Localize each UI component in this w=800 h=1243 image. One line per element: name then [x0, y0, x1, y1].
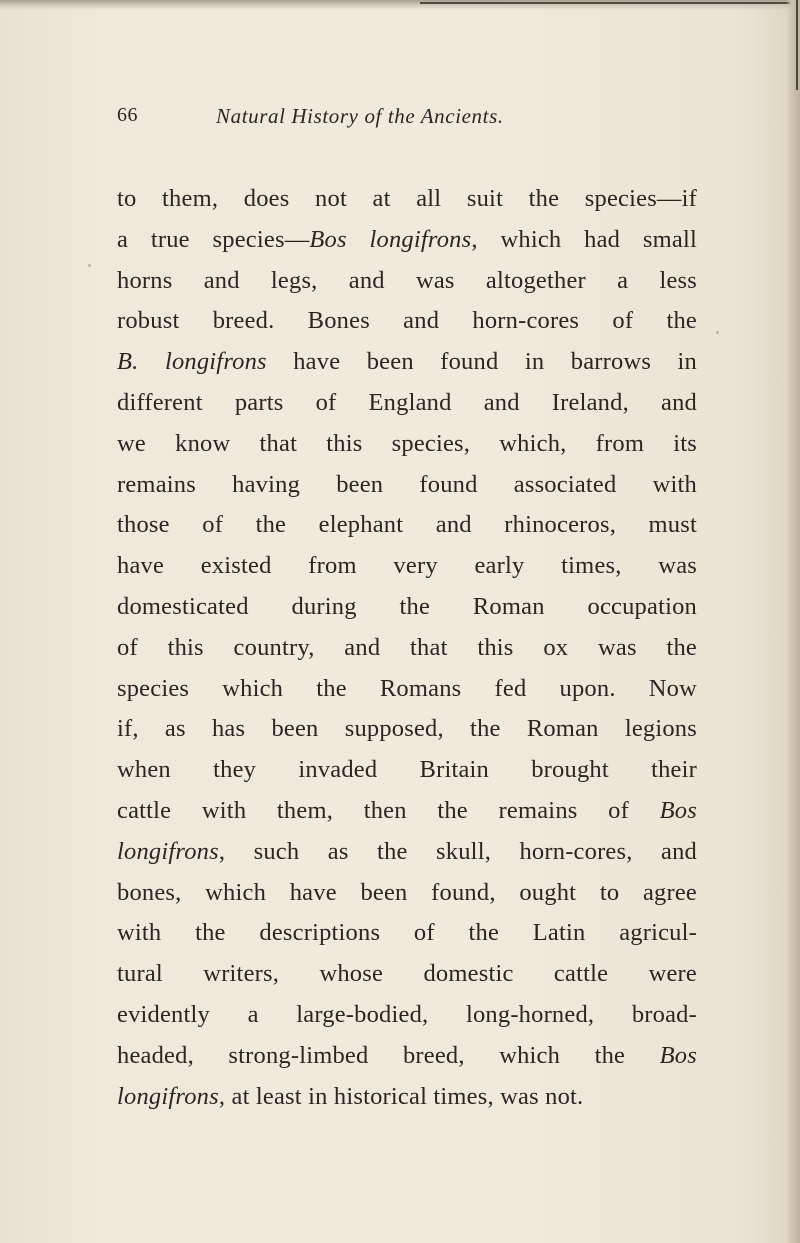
text-line	[117, 505, 697, 546]
text-run: domesticated during the Roman occupation	[117, 592, 697, 620]
text-line	[117, 873, 697, 914]
page-top-edge-line	[420, 2, 800, 4]
text-run: those of the elephant and rhinoceros, must	[117, 511, 697, 539]
text-line	[117, 261, 697, 302]
text-line	[117, 1036, 697, 1077]
text-run: robust breed. Bones and horn-cores of the	[117, 307, 697, 335]
text-line	[117, 342, 697, 383]
text-line	[117, 913, 697, 954]
text-run: , which had small	[471, 225, 697, 253]
text-run: if, as has been supposed, the Roman legions	[117, 715, 697, 743]
running-title: Natural History of the Ancients.	[216, 104, 504, 128]
text-line	[117, 628, 697, 669]
text-line	[117, 383, 697, 424]
paper-speck	[88, 264, 91, 267]
text-run: headed, strong-limbed breed, which the	[117, 1041, 660, 1069]
text-run: to them, does not at all suit the species—if	[117, 185, 697, 212]
italic-species-name: longifrons	[117, 837, 219, 865]
text-run: have been found in barrows in	[266, 348, 697, 376]
text-run: , such as the skull, horn-cores, and	[218, 837, 697, 865]
body-paragraph	[117, 179, 697, 1117]
text-line	[117, 465, 697, 506]
text-run: tural writers, whose domestic cattle were	[117, 960, 697, 988]
text-line	[117, 750, 697, 791]
text-line	[117, 954, 697, 995]
italic-species-name: longifrons	[117, 1082, 219, 1110]
text-run: , at least in historical times, was not.	[218, 1082, 584, 1110]
italic-species-name: B. longifrons	[117, 348, 267, 376]
text-line	[117, 546, 697, 587]
text-run: when they invaded Britain brought their	[117, 756, 697, 784]
text-run: with the descriptions of the Latin agricul-	[117, 919, 697, 947]
text-line	[117, 669, 697, 710]
text-line	[117, 1077, 697, 1118]
text-line	[117, 424, 697, 465]
text-line	[117, 832, 697, 873]
text-run: a true species—	[117, 225, 310, 253]
italic-species-name: Bos longifrons	[309, 225, 472, 253]
text-run: different parts of England and Ireland, and	[117, 388, 697, 416]
running-head	[0, 104, 800, 144]
text-line	[117, 995, 697, 1036]
italic-species-name: Bos	[659, 796, 697, 824]
text-line	[117, 791, 697, 832]
text-run: of this country, and that this ox was the	[117, 633, 697, 661]
page-edge-mark	[796, 0, 798, 90]
text-line	[117, 587, 697, 628]
text-line	[117, 301, 697, 342]
text-run: remains having been found associated with	[117, 470, 697, 498]
text-run: have existed from very early times, was	[117, 552, 697, 580]
text-line	[117, 709, 697, 750]
text-line	[117, 179, 697, 220]
text-line	[117, 220, 697, 261]
text-run: horns and legs, and was altogether a less	[117, 266, 697, 294]
text-run: species which the Romans fed upon. Now	[117, 674, 697, 702]
text-run: we know that this species, which, from its	[117, 429, 697, 457]
text-run: bones, which have been found, ought to agree	[117, 878, 697, 906]
paper-speck	[716, 331, 719, 334]
page-number: 66	[117, 104, 138, 126]
page-binding-edge	[786, 0, 800, 1243]
text-run: cattle with them, then the remains of	[117, 796, 660, 824]
italic-species-name: Bos	[659, 1041, 697, 1069]
text-run: evidently a large-bodied, long-horned, broad-	[117, 1000, 697, 1028]
